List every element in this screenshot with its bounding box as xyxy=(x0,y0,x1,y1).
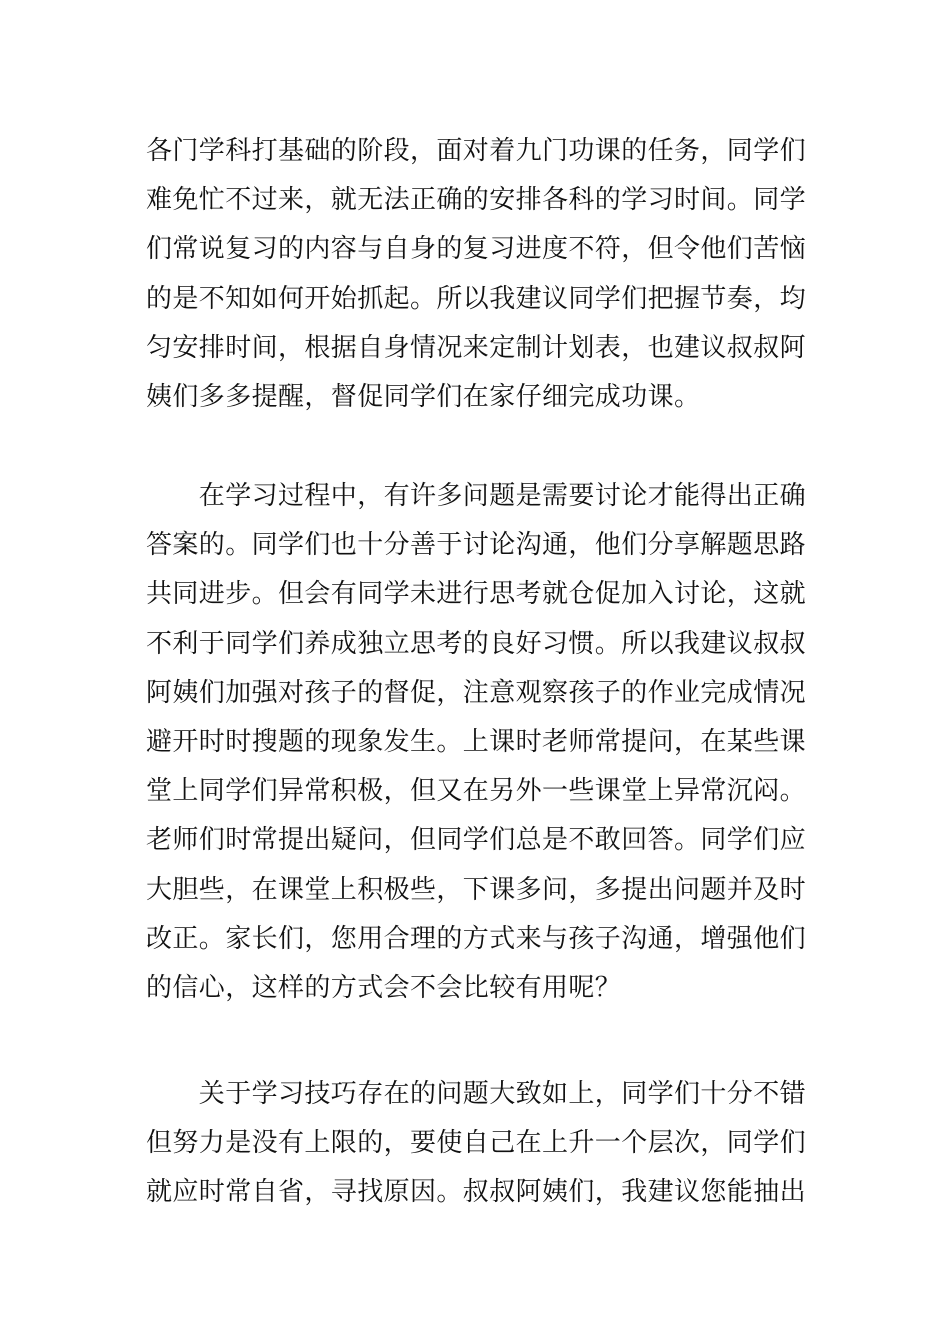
paragraph-line: 大胆些，在课堂上积极些，下课多问，多提出问题并及时 xyxy=(146,874,806,905)
paragraph-line: 们常说复习的内容与自身的复习进度不符，但令他们苦恼 xyxy=(146,234,806,265)
paragraph-line: 的信心，这样的方式会不会比较有用呢？ xyxy=(146,972,622,1003)
paragraph-line: 在学习过程中，有许多问题是需要讨论才能得出正确 xyxy=(146,481,806,511)
paragraph-line: 姨们多多提醒，督促同学们在家仔细完成功课。 xyxy=(146,381,701,412)
paragraph-line: 老师们时常提出疑问，但同学们总是不敢回答。同学们应 xyxy=(146,825,806,856)
paragraph-line: 堂上同学们异常积极，但又在另外一些课堂上异常沉闷。 xyxy=(146,776,806,807)
paragraph-line: 避开时时搜题的现象发生。上课时老师常提问，在某些课 xyxy=(146,726,806,757)
paragraph-line: 各门学科打基础的阶段，面对着九门功课的任务，同学们 xyxy=(146,136,806,166)
paragraph-line: 改正。家长们，您用合理的方式来与孩子沟通，增强他们 xyxy=(146,923,806,954)
paragraph-line: 就应时常自省，寻找原因。叔叔阿姨们，我建议您能抽出 xyxy=(146,1177,806,1208)
paragraph-line: 匀安排时间，根据自身情况来定制计划表，也建议叔叔阿 xyxy=(146,332,806,363)
paragraph-line: 共同进步。但会有同学未进行思考就仓促加入讨论，这就 xyxy=(146,579,806,610)
paragraph-line: 关于学习技巧存在的问题大致如上，同学们十分不错 xyxy=(146,1079,806,1109)
paragraph-1 xyxy=(146,127,806,422)
paragraph-line: 不利于同学们养成独立思考的良好习惯。所以我建议叔叔 xyxy=(146,628,806,659)
paragraph-line: 难免忙不过来，就无法正确的安排各科的学习时间。同学 xyxy=(146,185,806,216)
paragraph-2 xyxy=(146,472,806,1013)
paragraph-line: 答案的。同学们也十分善于讨论沟通，他们分享解题思路 xyxy=(146,530,806,561)
paragraph-line: 阿姨们加强对孩子的督促，注意观察孩子的作业完成情况 xyxy=(146,677,806,708)
paragraph-line: 但努力是没有上限的，要使自己在上升一个层次，同学们 xyxy=(146,1128,806,1159)
paragraph-line: 的是不知如何开始抓起。所以我建议同学们把握节奏，均 xyxy=(146,283,806,314)
paragraph-3 xyxy=(146,1070,806,1218)
